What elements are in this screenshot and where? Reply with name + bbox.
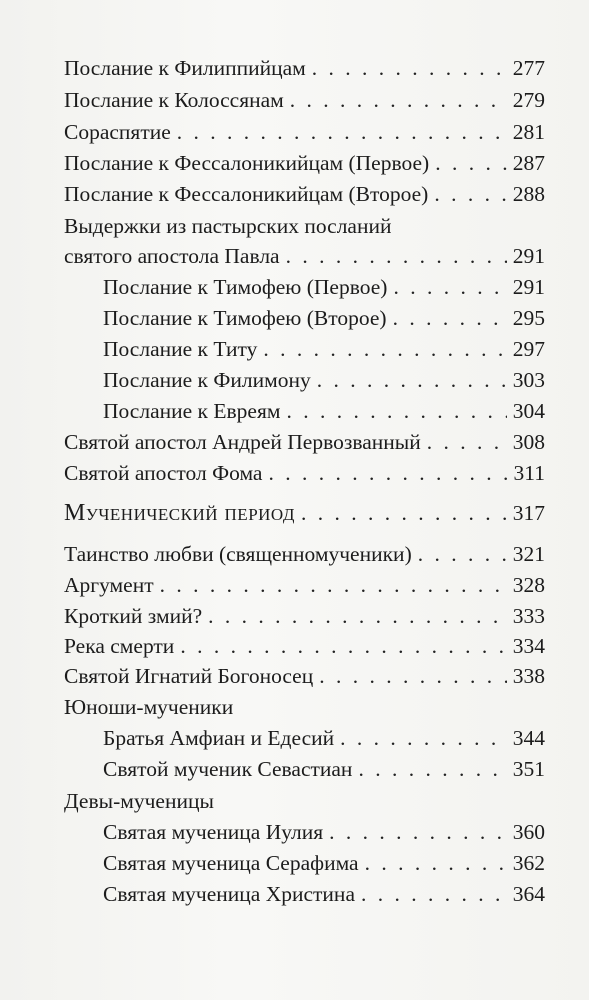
entry-title: Послание к Титу: [103, 337, 258, 361]
page-number: 311: [513, 461, 545, 485]
toc-subentry: [103, 847, 545, 879]
dot-leader: [312, 52, 507, 84]
page-number: 344: [512, 726, 545, 750]
page-number: 334: [512, 634, 545, 658]
dot-leader: [290, 84, 507, 116]
entry-title: Послание к Филиппийцам: [64, 56, 306, 80]
dot-leader: [177, 116, 507, 148]
entry-title: Святой Игнатий Богоносец: [64, 664, 314, 688]
entry-title: Святой апостол Андрей Первозванный: [64, 430, 421, 454]
toc-entry: [64, 600, 545, 632]
page-number: 364: [512, 882, 545, 906]
page-number: 328: [512, 573, 545, 597]
toc-entry: [64, 538, 545, 570]
toc-entry-line: Выдержки из пастырских посланий: [64, 214, 392, 238]
page-number: 317: [512, 501, 545, 525]
page-number: 351: [512, 757, 545, 781]
entry-title: Святая мученица Серафима: [103, 851, 359, 875]
toc-entry: [64, 426, 545, 458]
toc-entry: [64, 178, 545, 210]
dot-leader: [393, 271, 506, 303]
dot-leader: [317, 364, 507, 396]
dot-leader: [180, 630, 506, 662]
dot-leader: [319, 660, 507, 692]
toc-section-heading: [64, 497, 545, 529]
entry-title: Послание к Колоссянам: [64, 88, 284, 112]
toc-entry: [64, 52, 545, 84]
dot-leader: [286, 240, 507, 272]
page-number: 291: [512, 275, 545, 299]
dot-leader: [340, 722, 507, 754]
toc-entry: [64, 630, 545, 662]
toc-subentry: [103, 395, 545, 427]
dot-leader: [365, 847, 507, 879]
entry-title: Братья Амфиан и Едесий: [103, 726, 335, 750]
toc-entry: [64, 84, 545, 116]
toc-subentry: [103, 816, 545, 848]
dot-leader: [393, 302, 507, 334]
toc-subentry: [103, 753, 545, 785]
entry-title: Кроткий змий?: [64, 604, 203, 628]
dot-leader: [268, 457, 507, 489]
dot-leader: [434, 178, 506, 210]
entry-title: Святая мученица Христина: [103, 882, 355, 906]
dot-leader: [418, 538, 507, 570]
dot-leader: [160, 569, 507, 601]
dot-leader: [358, 753, 506, 785]
dot-leader: [435, 147, 507, 179]
toc-entry: [64, 147, 545, 179]
entry-title: Послание к Евреям: [103, 399, 281, 423]
dot-leader: [263, 333, 506, 365]
page-number: 287: [512, 151, 545, 175]
page-number: 277: [512, 56, 545, 80]
entry-title: Послание к Фессалоникийцам (Первое): [64, 151, 430, 175]
entry-title: Святой апостол Фома: [64, 461, 263, 485]
entry-title: Святой мученик Севастиан: [103, 757, 353, 781]
entry-title: Послание к Тимофею (Второе): [103, 306, 387, 330]
entry-title: Святая мученица Иулия: [103, 820, 324, 844]
entry-title: святого апостола Павла: [64, 244, 280, 268]
toc-entry: [64, 116, 545, 148]
page-number: 308: [512, 430, 545, 454]
entry-title: Сораспятие: [64, 120, 171, 144]
entry-title: Таинство любви (священномученики): [64, 542, 412, 566]
entry-title: Аргумент: [64, 573, 154, 597]
toc-subentry: [103, 333, 545, 365]
toc-entry: [64, 569, 545, 601]
page-number: 295: [512, 306, 545, 330]
page-number: 362: [512, 851, 545, 875]
page-number: 279: [512, 88, 545, 112]
entry-title: Река смерти: [64, 634, 175, 658]
entry-title: Послание к Тимофею (Первое): [103, 275, 388, 299]
dot-leader: [361, 878, 507, 910]
toc-subentry: [103, 271, 545, 303]
page-number: 333: [512, 604, 545, 628]
entry-title: Послание к Фессалоникийцам (Второе): [64, 182, 429, 206]
page-number: 297: [512, 337, 545, 361]
toc-subentry: [103, 364, 545, 396]
toc-group-heading: Девы-мученицы: [64, 789, 214, 813]
page-number: 304: [512, 399, 545, 423]
dot-leader: [427, 426, 507, 458]
toc-entry: [64, 660, 545, 692]
dot-leader: [329, 816, 507, 848]
toc-subentry: [103, 722, 545, 754]
toc-entry: [64, 240, 545, 272]
dot-leader: [286, 395, 506, 427]
section-title: Мученический период: [64, 500, 295, 526]
toc-subentry: [103, 878, 545, 910]
page-number: 288: [512, 182, 545, 206]
toc-group-heading: Юноши-мученики: [64, 695, 234, 719]
entry-title: Послание к Филимону: [103, 368, 311, 392]
page-number: 303: [512, 368, 545, 392]
page-number: 338: [512, 664, 545, 688]
page-number: 321: [512, 542, 545, 566]
toc-subentry: [103, 302, 545, 334]
dot-leader: [208, 600, 507, 632]
dot-leader: [301, 497, 507, 529]
page-number: 291: [512, 244, 545, 268]
page-number: 281: [512, 120, 545, 144]
toc-entry: [64, 457, 545, 489]
page-number: 360: [512, 820, 545, 844]
